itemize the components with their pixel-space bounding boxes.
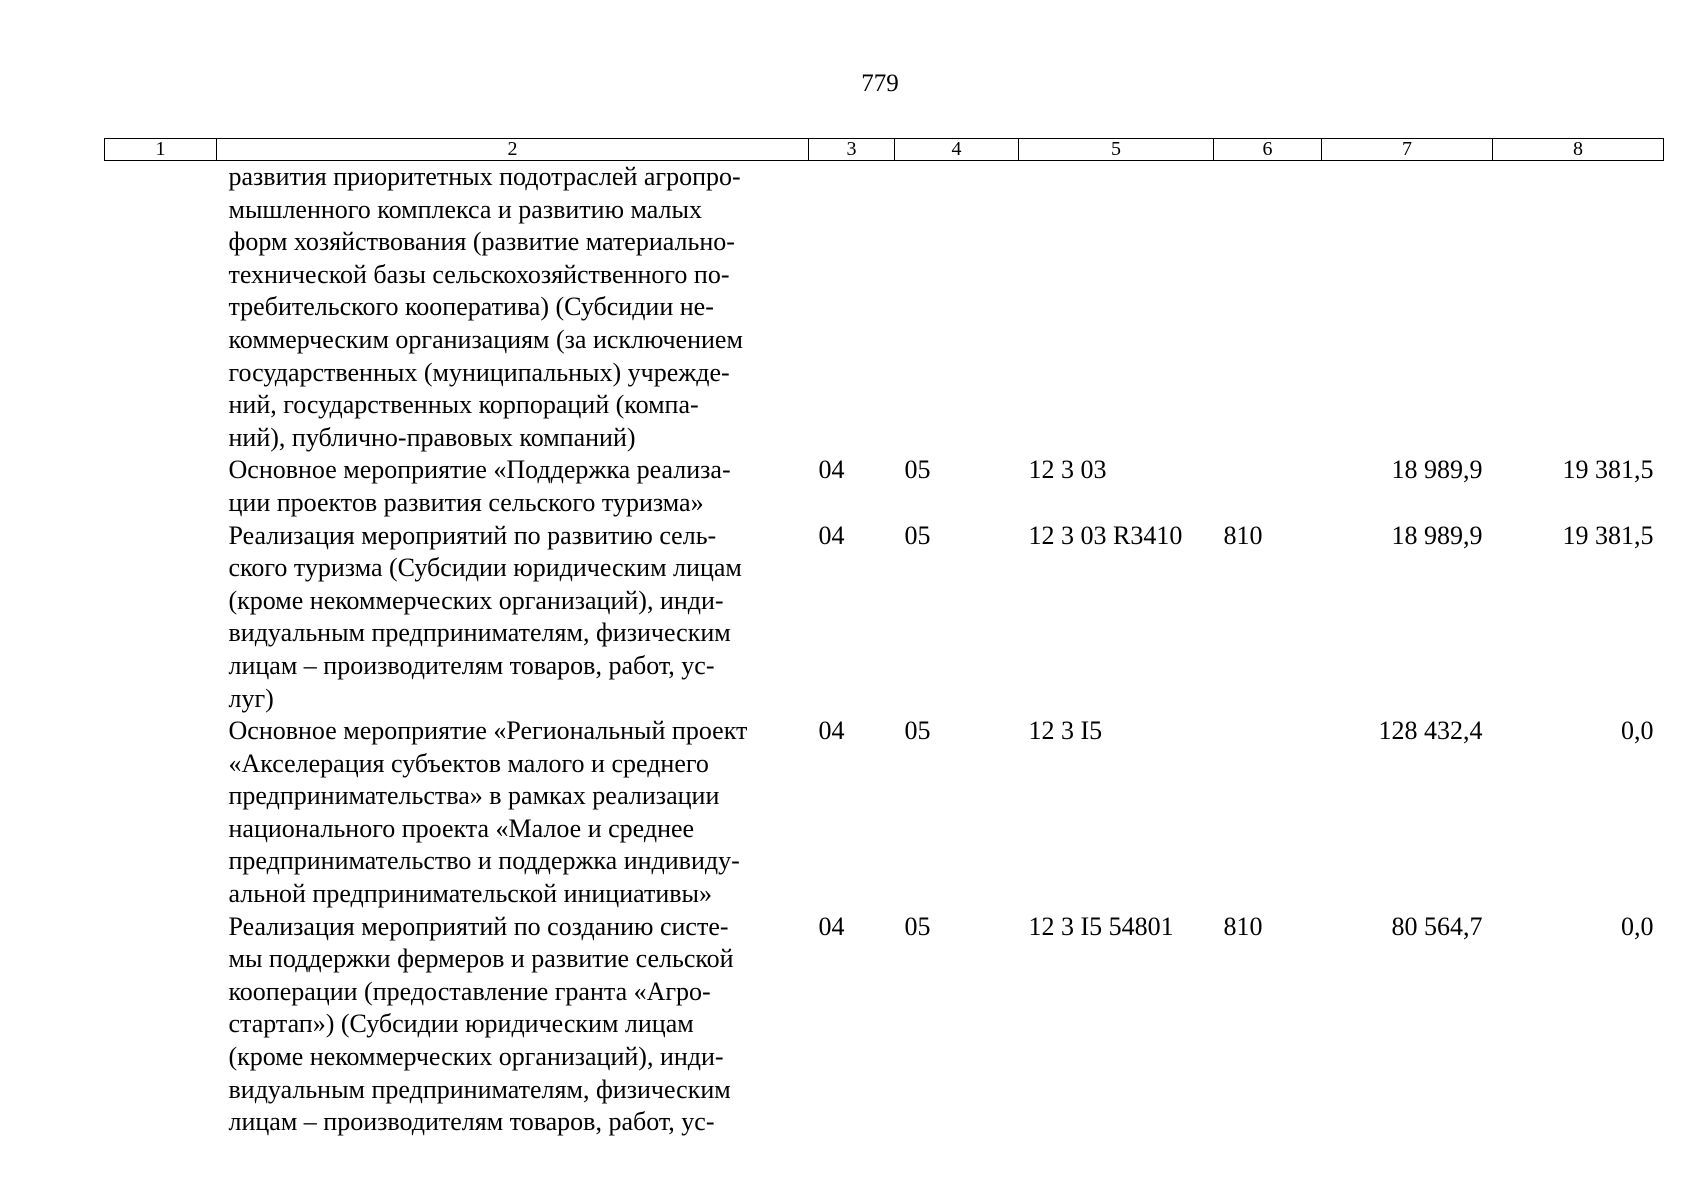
amount-col7-cell: 18 989,9 (1391, 520, 1483, 550)
target-article-cell: 12 3 I5 54801 (1028, 911, 1174, 941)
table-row (105, 454, 1664, 519)
description-line: Основное мероприятие «Поддержка реализа- (228, 455, 731, 485)
description-line: предпринимательства» в рамках реализации (228, 781, 720, 811)
expense-type-cell: 810 (1223, 520, 1263, 550)
subsection-code-cell: 05 (904, 520, 931, 550)
row-number-cell (105, 161, 217, 455)
header-col-1: 1 (105, 139, 217, 161)
table-header (105, 139, 1664, 161)
description-line: требительского кооператива) (Субсидии не- (228, 292, 714, 322)
description-cell (217, 715, 809, 911)
description-line: государственных (муниципальных) учрежде- (228, 357, 730, 387)
description-line: лицам – производителям товаров, работ, ус- (228, 1107, 715, 1137)
subsection-code-cell: 05 (904, 911, 931, 941)
description-line: кооперации (предоставление гранта «Агро- (228, 976, 711, 1006)
row-number-cell (105, 520, 217, 716)
description-cell (217, 911, 809, 1139)
amount-col8-cell: 0,0 (1621, 911, 1654, 941)
description-line: видуальным предпринимателям, физическим (228, 1074, 731, 1104)
description-line: ции проектов развития сельского туризма» (228, 487, 704, 517)
amount-col8-cell (1493, 161, 1664, 455)
amount-col8-cell: 19 381,5 (1562, 520, 1654, 550)
row-number-cell (105, 454, 217, 519)
description-line: стартап») (Субсидии юридическим лицам (228, 1009, 694, 1039)
row-number-cell (105, 911, 217, 1139)
amount-col7-cell: 80 564,7 (1391, 911, 1483, 941)
expense-type-cell: 810 (1223, 911, 1263, 941)
table-row (105, 161, 1664, 455)
target-article-cell (1019, 161, 1214, 455)
amount-col7-cell: 18 989,9 (1391, 455, 1483, 485)
section-code-cell: 04 (818, 911, 845, 941)
amount-col7-cell (1322, 161, 1493, 455)
subsection-code-cell: 05 (904, 455, 931, 485)
description-cell (217, 520, 809, 716)
section-code-cell: 04 (818, 520, 845, 550)
subsection-code-cell: 05 (904, 716, 931, 746)
expense-type-cell (1214, 161, 1322, 455)
description-line: форм хозяйствования (развитие материально- (228, 227, 735, 257)
section-code-cell: 04 (818, 455, 845, 485)
table-body (105, 161, 1664, 1139)
amount-col8-cell: 19 381,5 (1562, 455, 1654, 485)
description-line: мы поддержки фермеров и развитие сельской (228, 944, 734, 974)
header-col-4: 4 (895, 139, 1019, 161)
header-col-8: 8 (1493, 139, 1664, 161)
row-number-cell (105, 715, 217, 911)
table-row (105, 715, 1664, 911)
header-row (105, 139, 1664, 161)
description-line: (кроме некоммерческих организаций), инди- (228, 1042, 724, 1072)
target-article-cell: 12 3 03 R3410 (1028, 520, 1183, 550)
description-line: ний, государственных корпораций (компа- (228, 390, 699, 420)
expense-type-cell (1214, 454, 1322, 519)
description-line: Реализация мероприятий по развитию сель- (228, 520, 717, 550)
header-col-7: 7 (1322, 139, 1493, 161)
header-col-6: 6 (1214, 139, 1322, 161)
description-line: видуальным предпринимателям, физическим (228, 618, 731, 648)
header-col-2: 2 (217, 139, 809, 161)
section-code-cell (809, 161, 895, 455)
target-article-cell: 12 3 03 (1028, 455, 1107, 485)
target-article-cell: 12 3 I5 (1028, 716, 1103, 746)
description-line: коммерческим организациям (за исключением (228, 324, 743, 354)
description-line: луг) (228, 683, 274, 713)
subsection-code-cell (895, 161, 1019, 455)
description-line: национального проекта «Малое и среднее (228, 813, 695, 843)
description-line: Основное мероприятие «Региональный проект (228, 716, 748, 746)
expense-type-cell (1214, 715, 1322, 911)
table-row (105, 911, 1664, 1139)
budget-table (104, 138, 1664, 1139)
page-number: 779 (861, 70, 899, 97)
description-line: альной предпринимательской инициативы» (228, 879, 713, 909)
header-col-5: 5 (1019, 139, 1214, 161)
description-line: (кроме некоммерческих организаций), инди- (228, 585, 724, 615)
description-line: лицам – производителям товаров, работ, ус- (228, 650, 715, 680)
description-line: Реализация мероприятий по созданию систе- (228, 911, 729, 941)
description-line: развития приоритетных подотраслей агропро- (228, 162, 741, 191)
description-line: ний), публично-правовых компаний) (228, 422, 636, 452)
header-col-3: 3 (809, 139, 895, 161)
section-code-cell: 04 (818, 716, 845, 746)
table-row (105, 520, 1664, 716)
description-line: «Акселерация субъектов малого и среднего (228, 748, 709, 778)
description-cell (217, 454, 809, 519)
description-cell (217, 161, 809, 455)
description-line: ского туризма (Субсидии юридическим лицам (228, 553, 742, 583)
description-line: мышленного комплекса и развитию малых (228, 194, 702, 224)
amount-col7-cell: 128 432,4 (1378, 716, 1483, 746)
description-line: технической базы сельскохозяйственного по- (228, 259, 730, 289)
description-line: предпринимательство и поддержка индивиду- (228, 846, 740, 876)
amount-col8-cell: 0,0 (1621, 716, 1654, 746)
